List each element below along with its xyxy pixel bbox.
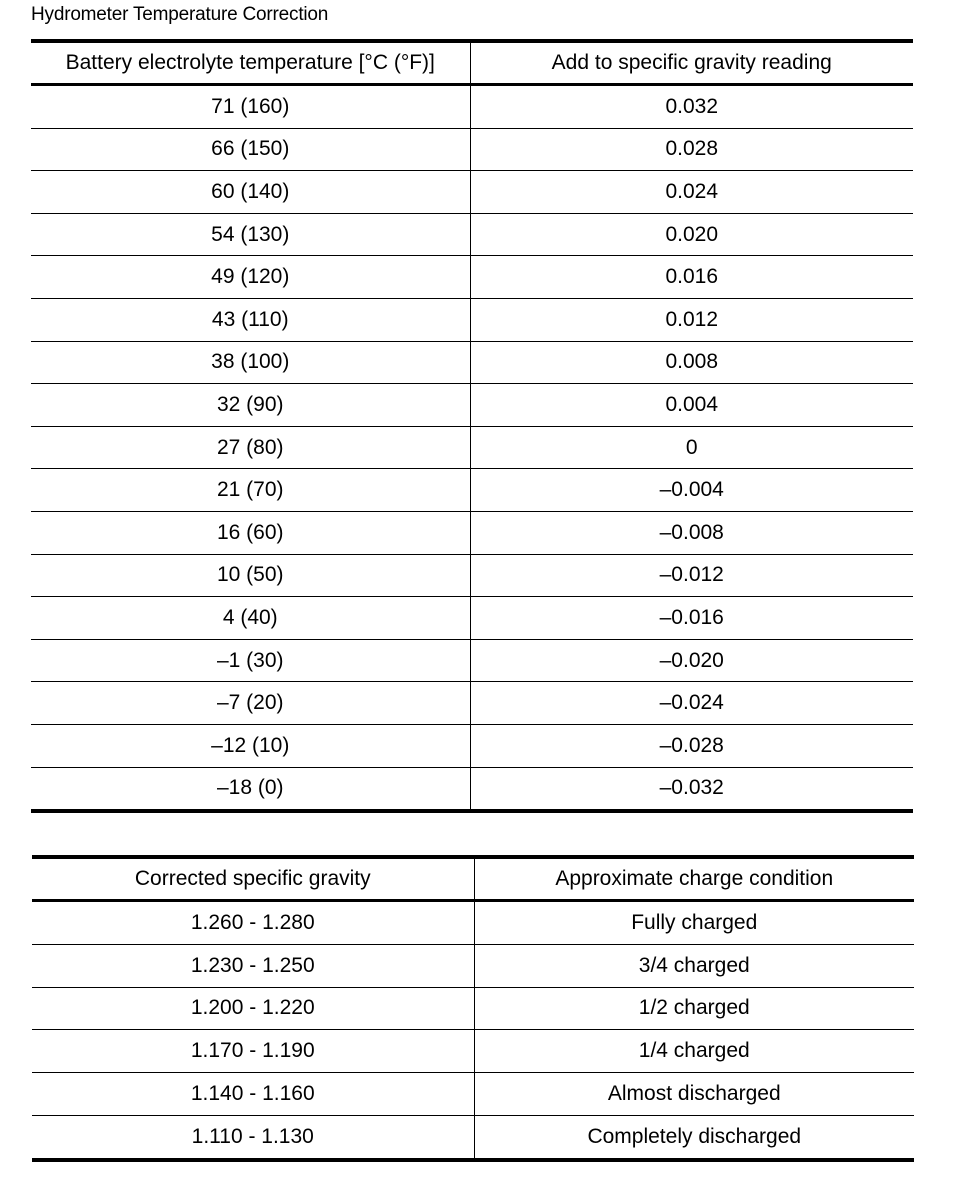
gravity-adjustment-cell: 0 bbox=[470, 426, 913, 469]
temperature-cell: 27 (80) bbox=[31, 426, 470, 469]
temperature-cell: 54 (130) bbox=[31, 213, 470, 256]
specific-gravity-cell: 1.110 - 1.130 bbox=[32, 1115, 474, 1159]
header-temperature: Battery electrolyte temperature [°C (°F)] bbox=[31, 41, 470, 85]
table-row bbox=[32, 944, 914, 987]
table-row bbox=[31, 213, 913, 256]
table-row bbox=[32, 1030, 914, 1073]
table-header-row bbox=[32, 857, 914, 901]
table-row bbox=[31, 767, 913, 811]
table-row bbox=[31, 511, 913, 554]
gravity-adjustment-cell: 0.004 bbox=[470, 384, 913, 427]
table-row bbox=[31, 639, 913, 682]
header-corrected-gravity: Corrected specific gravity bbox=[32, 857, 474, 901]
charge-condition-table bbox=[32, 855, 914, 1162]
temperature-cell: –7 (20) bbox=[31, 682, 470, 725]
gravity-adjustment-cell: 0.008 bbox=[470, 341, 913, 384]
table-row bbox=[31, 298, 913, 341]
gravity-adjustment-cell: –0.016 bbox=[470, 597, 913, 640]
table-row bbox=[31, 554, 913, 597]
temperature-cell: –12 (10) bbox=[31, 724, 470, 767]
gravity-adjustment-cell: –0.012 bbox=[470, 554, 913, 597]
table-row bbox=[32, 901, 914, 945]
specific-gravity-cell: 1.200 - 1.220 bbox=[32, 987, 474, 1030]
temperature-cell: 16 (60) bbox=[31, 511, 470, 554]
temperature-cell: 49 (120) bbox=[31, 256, 470, 299]
table-row bbox=[31, 341, 913, 384]
temperature-cell: 4 (40) bbox=[31, 597, 470, 640]
temperature-cell: 60 (140) bbox=[31, 171, 470, 214]
table-header-row bbox=[31, 41, 913, 85]
table-row bbox=[31, 171, 913, 214]
temperature-cell: 66 (150) bbox=[31, 128, 470, 171]
gravity-adjustment-cell: 0.028 bbox=[470, 128, 913, 171]
gravity-adjustment-cell: 0.032 bbox=[470, 85, 913, 129]
gravity-adjustment-cell: 0.012 bbox=[470, 298, 913, 341]
page-title: Hydrometer Temperature Correction bbox=[31, 4, 329, 25]
charge-condition-cell: Completely discharged bbox=[474, 1115, 914, 1159]
table-row bbox=[31, 128, 913, 171]
gravity-adjustment-cell: –0.024 bbox=[470, 682, 913, 725]
table-row bbox=[31, 426, 913, 469]
specific-gravity-cell: 1.230 - 1.250 bbox=[32, 944, 474, 987]
temperature-cell: –18 (0) bbox=[31, 767, 470, 811]
table-row bbox=[31, 469, 913, 512]
table-row bbox=[31, 384, 913, 427]
temperature-cell: 43 (110) bbox=[31, 298, 470, 341]
header-charge-condition: Approximate charge condition bbox=[474, 857, 914, 901]
temperature-correction-table bbox=[31, 39, 913, 813]
gravity-adjustment-cell: 0.024 bbox=[470, 171, 913, 214]
header-gravity-adjustment: Add to specific gravity reading bbox=[470, 41, 913, 85]
gravity-adjustment-cell: –0.008 bbox=[470, 511, 913, 554]
gravity-adjustment-cell: –0.032 bbox=[470, 767, 913, 811]
specific-gravity-cell: 1.170 - 1.190 bbox=[32, 1030, 474, 1073]
table-row bbox=[31, 256, 913, 299]
temperature-cell: 10 (50) bbox=[31, 554, 470, 597]
table-row bbox=[31, 597, 913, 640]
gravity-adjustment-cell: –0.020 bbox=[470, 639, 913, 682]
table-row bbox=[31, 682, 913, 725]
gravity-adjustment-cell: –0.004 bbox=[470, 469, 913, 512]
table-row bbox=[32, 1115, 914, 1159]
temperature-cell: 21 (70) bbox=[31, 469, 470, 512]
table-row bbox=[32, 987, 914, 1030]
charge-condition-cell: Almost discharged bbox=[474, 1073, 914, 1116]
specific-gravity-cell: 1.140 - 1.160 bbox=[32, 1073, 474, 1116]
table-row bbox=[31, 85, 913, 129]
temperature-cell: –1 (30) bbox=[31, 639, 470, 682]
specific-gravity-cell: 1.260 - 1.280 bbox=[32, 901, 474, 945]
temperature-cell: 71 (160) bbox=[31, 85, 470, 129]
table-row bbox=[31, 724, 913, 767]
charge-condition-cell: Fully charged bbox=[474, 901, 914, 945]
charge-condition-cell: 3/4 charged bbox=[474, 944, 914, 987]
gravity-adjustment-cell: –0.028 bbox=[470, 724, 913, 767]
temperature-cell: 32 (90) bbox=[31, 384, 470, 427]
charge-condition-cell: 1/2 charged bbox=[474, 987, 914, 1030]
gravity-adjustment-cell: 0.016 bbox=[470, 256, 913, 299]
temperature-cell: 38 (100) bbox=[31, 341, 470, 384]
table-row bbox=[32, 1073, 914, 1116]
charge-condition-cell: 1/4 charged bbox=[474, 1030, 914, 1073]
gravity-adjustment-cell: 0.020 bbox=[470, 213, 913, 256]
